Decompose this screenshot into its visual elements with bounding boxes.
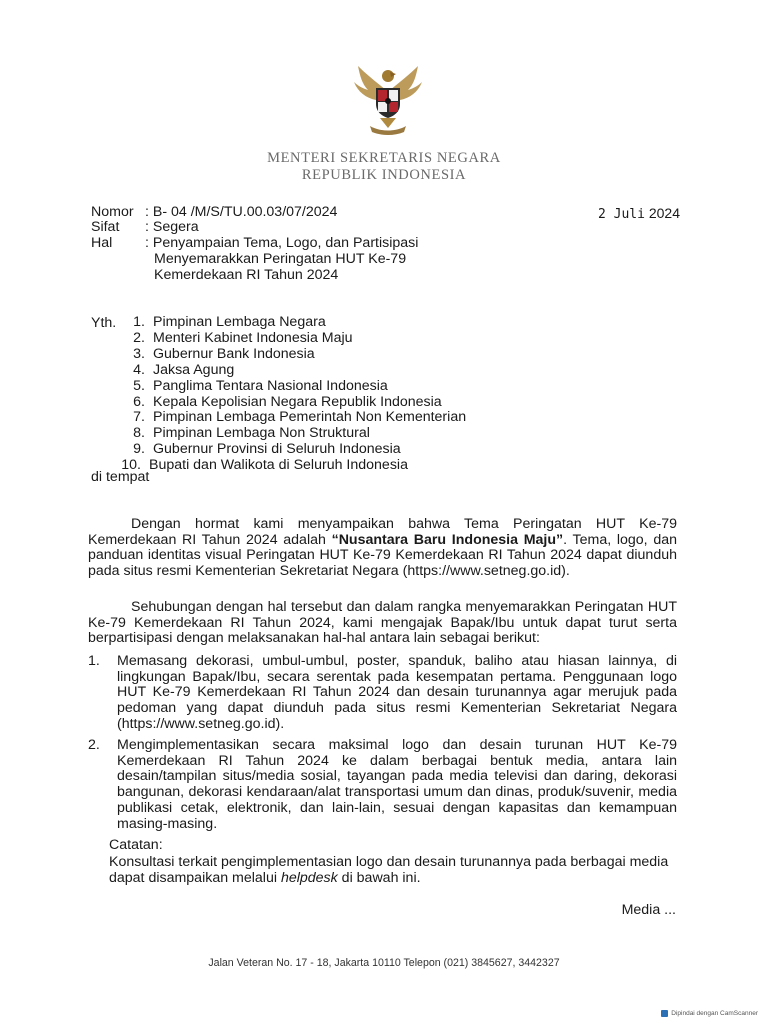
- meta-sifat: [91, 219, 199, 236]
- recipient-item: [120, 458, 466, 474]
- recipient-name: Pimpinan Lembaga Pemerintah Non Kementerian: [153, 409, 467, 426]
- catatan-text-after: di bawah ini.: [337, 869, 421, 886]
- recipient-item: [120, 363, 466, 379]
- recipient-name: Gubernur Provinsi di Seluruh Indonesia: [153, 441, 401, 458]
- header-subtitle: REPUBLIK INDONESIA: [301, 167, 467, 183]
- item-1-number: 1.: [88, 653, 100, 669]
- meta-nomor-label: Nomor: [91, 204, 134, 220]
- recipient-name: Panglima Tentara Nasional Indonesia: [153, 377, 388, 394]
- recipient-item: [120, 395, 466, 411]
- meta-sifat-label: Sifat: [91, 219, 120, 235]
- yth-label: Yth.: [91, 315, 117, 331]
- meta-hal: [91, 235, 419, 252]
- scanner-text: Dipindai dengan CamScanner: [671, 1010, 758, 1017]
- theme-name: “Nusantara Baru Indonesia Maju”: [331, 531, 564, 548]
- recipient-number: 7.: [133, 409, 145, 426]
- di-tempat: di tempat: [91, 469, 150, 485]
- item-2-text: Mengimplementasikan secara maksimal logo dan desain turunan HUT Ke-79 Kemerdekaan RI Tahun 2024 ke dalam berbagai bentuk media, antara lain desain/tampilan situs/media sosial, tayangan pada media televisi dan daring, dekorasi bangunan, dekorasi kendaraan/alat transportasi umum dan dinas, produk/suvenir, media publikasi cetak, elektronik, dan lain-lain, sesuai dengan kapasitas dan kemampuan masing-masing.: [117, 737, 677, 832]
- recipient-number: 2.: [133, 329, 145, 346]
- date-day-month: 2 Juli: [597, 207, 645, 222]
- item-2-number: 2.: [88, 737, 100, 753]
- paragraph-participation: [88, 600, 677, 647]
- meta-sifat-value: : Segera: [145, 219, 199, 235]
- meta-hal-label: Hal: [91, 235, 113, 251]
- item-1-text: Memasang dekorasi, umbul-umbul, poster, spanduk, baliho atau hiasan lainnya, di lingkungan Bapak/Ibu, secara serentak pada kesempatan pertama. Penggunaan logo HUT Ke-79 Kemerdekaan RI Tahun 2024 dan desain turunannya agar merujuk pada pedoman yang dapat diunduh pada situs resmi Kementerian Sekretariat Negara (https://www.setneg.go.id).: [117, 653, 677, 732]
- meta-nomor-value: : B- 04 /M/S/TU.00.03/07/2024: [145, 204, 338, 220]
- item-1: [88, 654, 677, 733]
- date-year: 2024: [648, 205, 680, 221]
- recipient-item: [120, 315, 466, 331]
- recipient-item: [120, 442, 466, 458]
- recipient-item: [120, 331, 466, 347]
- paragraph-intro-before: Dengan hormat kami menyampaikan bahwa Tema Peringatan HUT Ke-79 Kemerdekaan RI Tahun 2024 adalah: [88, 516, 677, 548]
- paragraph-participation-text: Sehubungan dengan hal tersebut dan dalam rangka menyemarakkan Peringatan HUT Ke-79 Kemerdekaan RI Tahun 2024, kami mengajak Bapak/Ibu untuk dapat turut serta berpartisipasi dengan melaksanakan hal-hal antara lain sebagai berikut:: [88, 599, 677, 647]
- recipient-list: [120, 315, 466, 474]
- letter-date: [598, 205, 680, 222]
- header-title: MENTERI SEKRETARIS NEGARA: [267, 150, 501, 166]
- recipient-number: 1.: [133, 314, 145, 330]
- recipient-item: [120, 347, 466, 363]
- catatan-label: Catatan:: [109, 837, 163, 853]
- recipient-number: 5.: [133, 377, 145, 394]
- meta-hal-value-3: Kemerdekaan RI Tahun 2024: [154, 267, 339, 283]
- recipient-name: Gubernur Bank Indonesia: [153, 345, 315, 362]
- recipient-item: [120, 410, 466, 426]
- recipient-number: 3.: [133, 345, 145, 362]
- recipient-number: 4.: [133, 361, 145, 378]
- paragraph-intro: [88, 517, 677, 579]
- garuda-emblem-icon: [346, 60, 430, 140]
- recipient-item: [120, 379, 466, 395]
- recipient-name: Jaksa Agung: [153, 361, 235, 378]
- continuation-marker: Media ...: [621, 902, 676, 918]
- recipient-number: 9.: [133, 441, 145, 458]
- recipient-name: Menteri Kabinet Indonesia Maju: [153, 329, 353, 346]
- recipient-name: Kepala Kepolisian Negara Republik Indonesia: [153, 393, 442, 410]
- recipient-number: 8.: [133, 425, 145, 442]
- recipient-number: 10.: [121, 457, 141, 474]
- recipient-item: [120, 426, 466, 442]
- camscanner-icon: [661, 1010, 668, 1017]
- scanner-watermark: [661, 1010, 758, 1017]
- meta-hal-value-1: : Penyampaian Tema, Logo, dan Partisipasi: [145, 235, 419, 251]
- catatan-helpdesk: helpdesk: [280, 869, 338, 886]
- footer-address: Jalan Veteran No. 17 - 18, Jakarta 10110 Telepon (021) 3845627, 3442327: [208, 957, 560, 969]
- item-2: [88, 738, 677, 832]
- meta-hal-value-2: Menyemarakkan Peringatan HUT Ke-79: [154, 251, 407, 267]
- recipient-name: Pimpinan Lembaga Non Struktural: [153, 425, 370, 442]
- catatan-text-before: Konsultasi terkait pengimplementasian logo dan desain turunannya pada berbagai media dapat disampaikan melalui: [109, 854, 669, 886]
- recipient-name: Pimpinan Lembaga Negara: [153, 314, 326, 330]
- recipient-name: Bupati dan Walikota di Seluruh Indonesia: [149, 457, 408, 474]
- recipient-number: 6.: [133, 393, 145, 410]
- paragraph-intro-after: . Tema, logo, dan panduan identitas visual Peringatan HUT Ke-79 Kemerdekaan RI Tahun 2024 dapat diunduh pada situs resmi Kementerian Sekretariat Negara (https://www.setneg.go.id).: [88, 531, 677, 579]
- catatan-text: [109, 855, 677, 886]
